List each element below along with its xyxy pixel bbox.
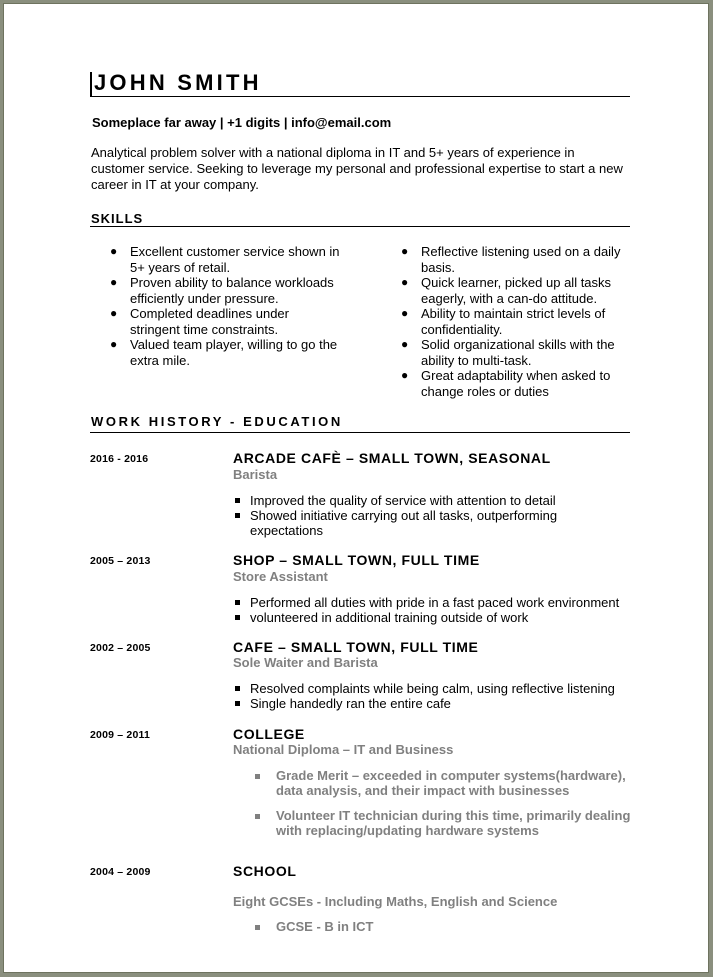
entry-title: COLLEGE — [233, 726, 305, 742]
list-item: Volunteer IT technician during this time, primarily dealing with replacing/updating hardware systems — [276, 809, 636, 838]
entry-dates: 2002 – 2005 — [90, 642, 151, 654]
bullet-icon: ● — [401, 275, 409, 289]
square-bullet-icon — [235, 701, 240, 706]
square-bullet-icon — [235, 498, 240, 503]
entry-role: Eight GCSEs - Including Maths, English and Science — [233, 894, 558, 909]
list-item: ● Valued team player, willing to go the extra mile. — [110, 337, 338, 368]
square-bullet-icon — [235, 686, 240, 691]
header-divider — [90, 96, 630, 97]
resume-page — [3, 3, 709, 973]
skills-divider — [90, 226, 630, 227]
list-item: Showed initiative carrying out all tasks, outperforming expectations — [250, 508, 580, 538]
bullet-icon: ● — [401, 368, 409, 382]
entry-role: Store Assistant — [233, 569, 328, 584]
candidate-name: JOHN SMITH — [94, 70, 262, 95]
list-item: Single handedly ran the entire cafe — [250, 696, 640, 711]
skills-right-list — [401, 244, 631, 399]
square-bullet-icon — [235, 513, 240, 518]
work-history-heading: WORK HISTORY - EDUCATION — [91, 414, 343, 429]
entry-bullets — [276, 920, 636, 935]
square-bullet-icon — [255, 925, 260, 930]
entry-role: National Diploma – IT and Business — [233, 742, 454, 757]
entry-title: CAFE – SMALL TOWN, FULL TIME — [233, 639, 479, 655]
square-bullet-icon — [255, 814, 260, 819]
skills-heading: SKILLS — [91, 211, 144, 226]
entry-title: SHOP – SMALL TOWN, FULL TIME — [233, 552, 480, 568]
bullet-icon: ● — [401, 306, 409, 320]
list-item: Performed all duties with pride in a fast paced work environment — [250, 595, 640, 610]
entry-role: Barista — [233, 467, 278, 482]
work-history-divider — [90, 432, 630, 433]
skills-left-list — [110, 244, 340, 368]
list-item: Grade Merit – exceeded in computer systems(hardware), data analysis, and their impact with businesses — [276, 769, 636, 798]
list-item: ● Quick learner, picked up all tasks eagerly, with a can-do attitude. — [401, 275, 612, 306]
entry-title: SCHOOL — [233, 863, 297, 879]
bullet-icon: ● — [110, 306, 118, 320]
list-item: ● Great adaptability when asked to change roles or duties — [401, 368, 611, 399]
list-item: ● Completed deadlines under stringent time constraints. — [110, 306, 289, 337]
list-item: Improved the quality of service with attention to detail — [250, 493, 640, 508]
entry-bullets — [250, 681, 640, 711]
entry-dates: 2016 - 2016 — [90, 453, 149, 465]
list-item: volunteered in additional training outside of work — [250, 610, 640, 625]
entry-role: Sole Waiter and Barista — [233, 655, 378, 670]
summary-paragraph: Analytical problem solver with a national diploma in IT and 5+ years of experience in customer service. Seeking to leverage my personal and professional expertise to start a new career in IT at your company. — [91, 145, 623, 192]
list-item: ● Proven ability to balance workloads efficiently under pressure. — [110, 275, 334, 306]
square-bullet-icon — [235, 600, 240, 605]
bullet-icon: ● — [401, 244, 409, 258]
entry-title: ARCADE CAFÈ – SMALL TOWN, SEASONAL — [233, 450, 551, 466]
list-item: GCSE - B in ICT — [276, 920, 636, 935]
bullet-icon: ● — [110, 337, 118, 351]
list-item: ● Solid organizational skills with the ability to multi-task. — [401, 337, 615, 368]
bullet-icon: ● — [401, 337, 409, 351]
bullet-icon: ● — [110, 244, 118, 258]
contact-line: Someplace far away | +1 digits | info@email.com — [92, 115, 392, 130]
list-item: ● Ability to maintain strict levels of confidentiality. — [401, 306, 606, 337]
entry-bullets — [276, 769, 636, 838]
text-cursor — [90, 72, 92, 96]
entry-dates: 2009 – 2011 — [90, 729, 151, 741]
bullet-icon: ● — [110, 275, 118, 289]
square-bullet-icon — [255, 774, 260, 779]
entry-bullets — [250, 493, 640, 538]
entry-dates: 2004 – 2009 — [90, 866, 151, 878]
entry-bullets — [250, 595, 640, 625]
square-bullet-icon — [235, 615, 240, 620]
list-item: ● Reflective listening used on a daily basis. — [401, 244, 621, 275]
list-item: ● Excellent customer service shown in 5+ years of retail. — [110, 244, 340, 275]
entry-dates: 2005 – 2013 — [90, 555, 151, 567]
list-item: Resolved complaints while being calm, using reflective listening — [250, 681, 640, 696]
